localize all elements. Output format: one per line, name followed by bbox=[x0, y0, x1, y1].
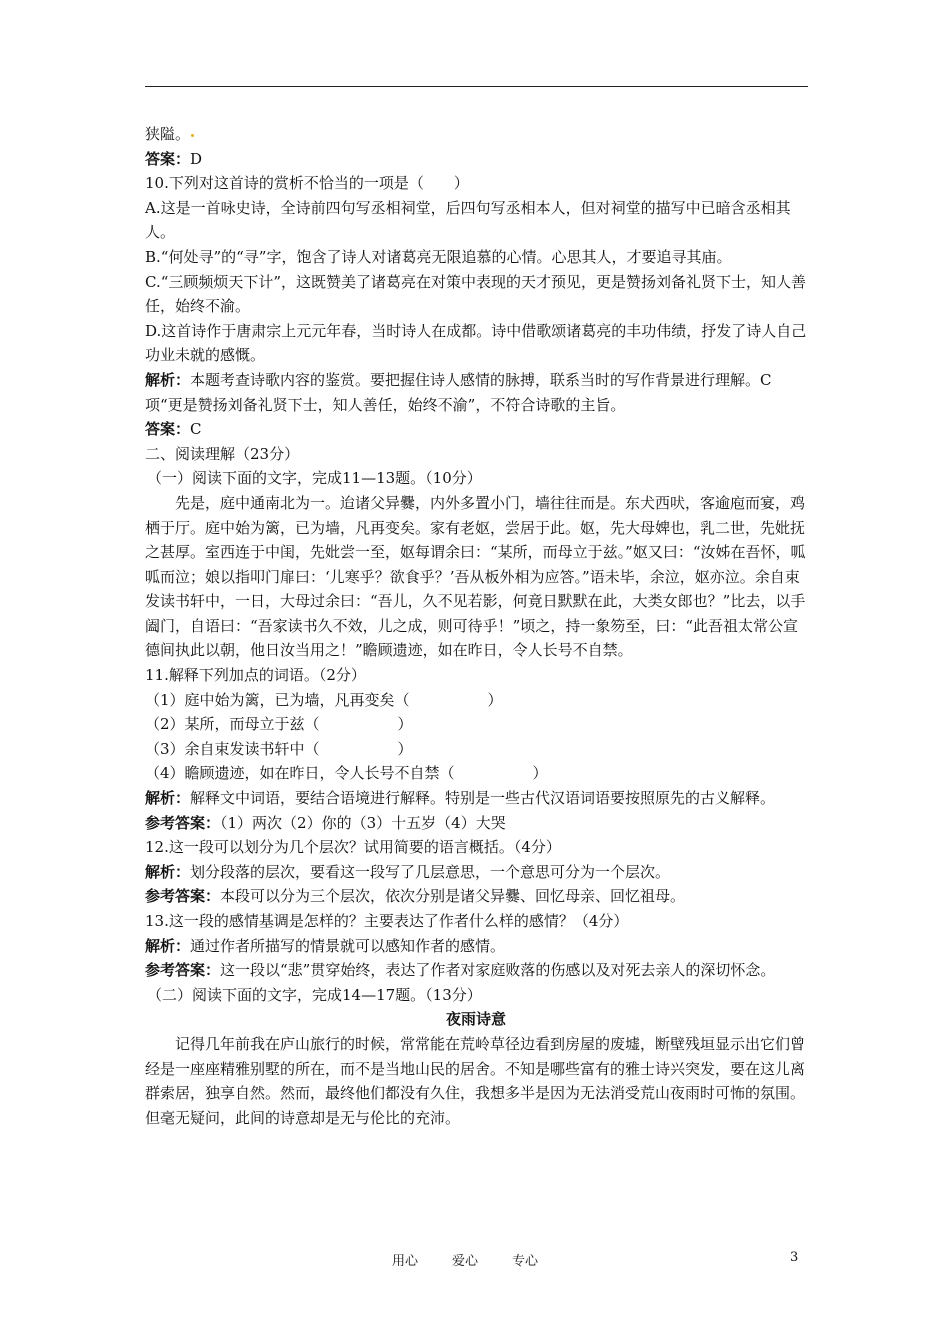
question-12: 12.这一段可以划分为几个层次？试用简要的语言概括。（4分） bbox=[145, 838, 561, 857]
question-10: 10.下列对这首诗的赏析不恰当的一项是（ ） bbox=[145, 174, 469, 193]
option-c: C.“三顾频烦天下计”，这既赞美了诸葛亮在对策中表现的天才预见，更是赞扬刘备礼贤下士，知人善任，始终不渝。 bbox=[145, 272, 807, 316]
question-13: 13.这一段的感情基调是怎样的？主要表达了作者什么样的感情？（4分） bbox=[145, 912, 629, 930]
passage-paragraph: 先是，庭中通南北为一。迨诸父异爨，内外多置小门，墙往往而是。东犬西吠，客逾庖而宴，鸡栖于厅。庭中始为篱，已为墙，凡再变矣。家有老妪，尝居于此。妪，先大母婢也，乳二世，先妣抚之甚厚。室西连于中闺，先妣尝一至，妪每谓余曰：“某所，而母立于兹。”妪又曰：“汝姊在吾怀，呱呱而泣；娘以指叩门扉曰：‘儿寒乎？欲食乎？’吾从板外相为应答。”语未毕，余泣，妪亦泣。余自束发读书轩中，一日，大母过余曰：“吾儿，久不见若影，何竟日默默在此，大类女郎也？”比去，以手阖门，自语曰：“吾家读书久不效，儿之成，则可待乎！”顷之，持一象笏至，曰：“此吾祖太常公宣德间执此以朝，他日汝当用之！”瞻顾遗迹，如在昨日，令人长号不自禁。 bbox=[145, 493, 806, 660]
text-line: 狭隘。 bbox=[145, 122, 807, 147]
subsection-heading: （一）阅读下面的文字，完成11—13题。（10分） bbox=[147, 469, 482, 488]
sub-question: （3）余自束发读书轩中（ ） bbox=[145, 739, 413, 758]
article-title: 夜雨诗意 bbox=[445, 1010, 506, 1029]
answer-line: 答案：D bbox=[145, 149, 203, 168]
article-paragraph: 记得几年前我在庐山旅行的时候，常常能在荒岭草径边看到房屋的废墟，断壁残垣显示出它们曾经是一座座精雅别墅的所在，而不是当地山民的居舍。不知是哪些富有的雅士诗兴突发，要在这儿离群索居，独享自然。然而，最终他们都没有久住，我想多半是因为无法消受荒山夜雨时可怖的氛围。但毫无疑问，此间的诗意却是无与伦比的充沛。 bbox=[145, 1034, 806, 1127]
question-11: 11.解释下列加点的词语。（2分） bbox=[145, 666, 366, 685]
answer-line: 答案：C bbox=[145, 420, 202, 439]
option-d: D.这首诗作于唐肃宗上元元年春，当时诗人在成都。诗中借歌颂诸葛亮的丰功伟绩，抒发了诗人自己功业未就的感慨。 bbox=[145, 321, 807, 365]
page-number: 3 bbox=[790, 1250, 799, 1265]
header-rule bbox=[145, 86, 808, 87]
sub-question: （2）某所，而母立于兹（ ） bbox=[145, 715, 413, 734]
sub-question: （1）庭中始为篱，已为墙，凡再变矣（ ） bbox=[145, 690, 503, 709]
option-b: B.“何处寻”的“寻”字，饱含了诗人对诸葛亮无限追慕的心情。心思其人，才要追寻其庙。 bbox=[145, 247, 732, 266]
reference-answer: 参考答案：这一段以“悲”贯穿始终，表达了作者对家庭败落的伤感以及对死去亲人的深切怀念。 bbox=[145, 961, 776, 980]
reference-answer: 参考答案：（1）两次（2）你的（3）十五岁（4）大哭 bbox=[145, 813, 506, 832]
analysis-line: 解析：解释文中词语，要结合语境进行解释。特别是一些古代汉语词语要按照原先的古义解释。 bbox=[145, 789, 776, 808]
section-heading: 二、阅读理解（23分） bbox=[145, 444, 300, 463]
analysis-line: 解析：本题考查诗歌内容的鉴赏。要把握住诗人感情的脉搏，联系当时的写作背景进行理解。C项“更是赞扬刘备礼贤下士，知人善任，始终不渝”，不符合诗歌的主旨。 bbox=[145, 370, 772, 414]
option-a: A.这是一首咏史诗，全诗前四句写丞相祠堂，后四句写丞相本人，但对祠堂的描写中已暗含丞相其人。 bbox=[145, 198, 791, 242]
subsection-heading: （二）阅读下面的文字，完成14—17题。（13分） bbox=[147, 985, 482, 1004]
sub-question: （4）瞻顾遗迹，如在昨日，令人长号不自禁（ ） bbox=[145, 764, 548, 783]
analysis-line: 解析：通过作者所描写的情景就可以感知作者的感情。 bbox=[145, 936, 506, 955]
reference-answer: 参考答案：本段可以分为三个层次，依次分别是诸父异爨、回忆母亲、回忆祖母。 bbox=[145, 887, 686, 906]
analysis-line: 解析：划分段落的层次，要看这一段写了几层意思，一个意思可分为一个层次。 bbox=[145, 862, 671, 881]
page-content bbox=[145, 122, 807, 1130]
footer-slogan: 用心 爱心 专心 bbox=[392, 1254, 539, 1269]
